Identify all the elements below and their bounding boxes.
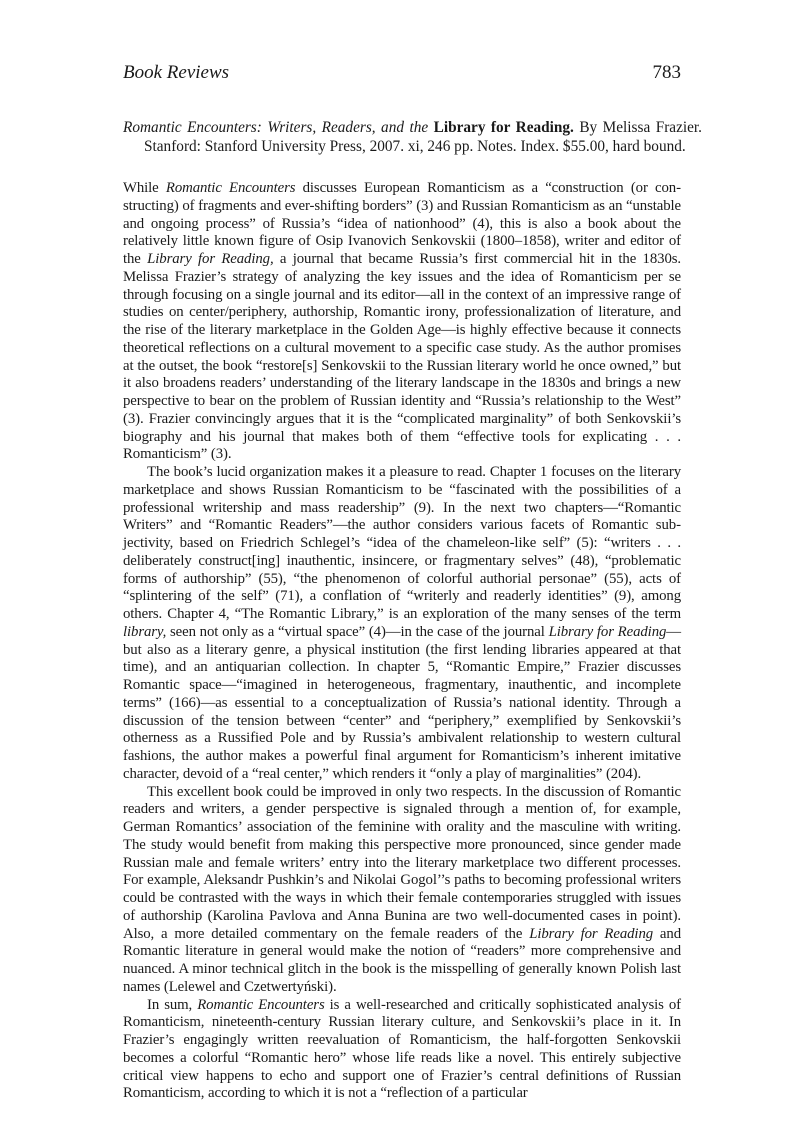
text-run: While — [123, 180, 166, 196]
text-run: discusses European Romanticism as a “construction (or constructing) of fragments and ever-shifting borders” (3) and Russian Romanticism as an “unstable and ongoing process” of Russia’s “idea of nationhood” (4), this is also a book about the relatively little known figure of Osip Ivanovich Senkovskii (1800–1858), writer and editor of the — [123, 180, 681, 267]
italic-title-run: Library for Reading — [548, 623, 667, 640]
review-citation — [123, 118, 702, 156]
text-run: This excellent book could be improved in only two respects. In the discussion of Romantic readers and writers, a gender perspective is signaled through a mention of, for example, German Romantics’ association of the feminine with orality and the masculine with writing. The study would benefit from making this perspective more pronounced, since gender made Russian male and female writers’ entry into the literary marketplace two different processes. For example, Aleksandr Pushkin’s and Nikolai Gogol’’s paths to becoming professional writers could be contrasted with the ways in which their female contemporaries struggled with issues of authorship (Karolina Pavlova and Anna Bunina are two well-documented cases in point). Also, a more detailed commentary on the female readers of the — [123, 783, 681, 942]
italic-title-run: library, — [123, 623, 167, 640]
page-number: 783 — [652, 62, 681, 83]
citation-title-italic: Romantic Encounters: Writers, Readers, and the — [123, 119, 429, 136]
italic-title-run: Romantic Encounters — [197, 996, 325, 1013]
review-paragraph — [123, 997, 681, 1104]
text-run: a journal that became Russia’s first commercial hit in the 1830s. Melissa Frazier’s strategy of analyzing the key issues and the idea of Romanticism per se through focusing on a single journal and its editor—all in the context of an impressive range of studies on center/periphery, authorship, Romantic irony, professionalization of literature, and the rise of the literary marketplace in the Golden Age—is highly effective because it connects theoretical reflections on a cultural movement to a specific case study. As the author promises at the outset, the book “restore[s] Senkovskii to the Russian literary world he once owned,” but it also broadens readers’ understanding of the literary landscape in the 1830s and brings a new perspective to bear on the problem of Russian identity and “Russia’s relationship to the West” (3). Frazier convincingly argues that it is the “complicated marginality” of both Senkovskii’s biography and his journal that makes both of them “effective tools for explicating . . . Romanticism” (3). — [123, 251, 681, 463]
citation-title-bold: Library for Reading. — [433, 119, 574, 136]
citation-details: By Melissa Frazier. Stanford: Stanford University Press, 2007. xi, 246 pp. Notes. Index. $55.00, hard bound. — [144, 119, 702, 155]
italic-title-run: Romantic Encounters — [165, 180, 296, 196]
text-run: is a well-researched and critically sophisticated analysis of Romanticism, nineteenth-century Russian literary culture, and Senkovskii’s place in it. In Frazier’s engagingly written reevaluation of Romanticism, the half-forgotten Senkovskii becomes a colorful “Romantic hero” whose life reads like a novel. This entirely subjective critical view happens to echo and support one of Frazier’s central definitions of Russian Romanticism, according to which it is not a “reflection of a particular — [123, 996, 682, 1102]
review-paragraph — [123, 784, 681, 997]
review-paragraph — [123, 180, 681, 464]
running-head: Book Reviews — [123, 62, 230, 83]
text-run: and Romantic literature in general would make the notion of “readers” more comprehensive and nuanced. A minor technical glitch in the book is the misspelling of generally known Polish last names (Lelewel and Czetwertyński). — [123, 925, 681, 995]
text-run: seen not only as a “virtual space” (4)—in the case of the journal — [166, 623, 549, 640]
italic-title-run: Library for Reading — [529, 925, 654, 942]
review-body — [123, 180, 681, 1103]
text-run: The book’s lucid organization makes it a pleasure to read. Chapter 1 focuses on the literary marketplace and shows Russian Romanticism to be “fascinated with the possibilities of a professional writership and mass readership” (9). In the next two chapters—“Romantic Writers” and “Romantic Readers”—the author considers various facets of Romantic subjectivity, based on Friedrich Schlegel’s “idea of the chameleon-like self” (5): “writers . . . deliberately construct[ing] inauthentic, insincere, or fragmentary selves” (48), “problematic forms of authorship” (55), “the phenomenon of colorful authorial personae” (55), acts of “splintering of the self” (71), a conflation of “writerly and readerly identities” (9), among others. Chapter 4, “The Romantic Library,” is an exploration of the many senses of the term — [123, 464, 681, 622]
text-run: —but also as a literary genre, a physical institution (the first lending libraries appeared at that time), and an antiquarian collection. In chapter 5, “Romantic Empire,” Frazier discusses Romantic space—“imagined in heterogeneous, fragmentary, inauthentic, and incomplete terms” (166)—as essential to a conceptualization of Russia’s national identity. Through a discussion of the tension between “center” and “periphery,” exemplified by Senkovskii’s otherness as a Russified Pole and by Russia’s ambivalent relationship to western cultural fashions, the author makes a powerful final argument for Romanticism’s inherent imitative character, devoid of a “real center,” which renders it “only a play of marginalities” (204). — [123, 623, 681, 782]
italic-title-run: Library for Reading, — [147, 251, 274, 267]
page-header — [123, 62, 681, 84]
text-run: In sum, — [147, 996, 198, 1013]
review-paragraph — [123, 464, 681, 784]
